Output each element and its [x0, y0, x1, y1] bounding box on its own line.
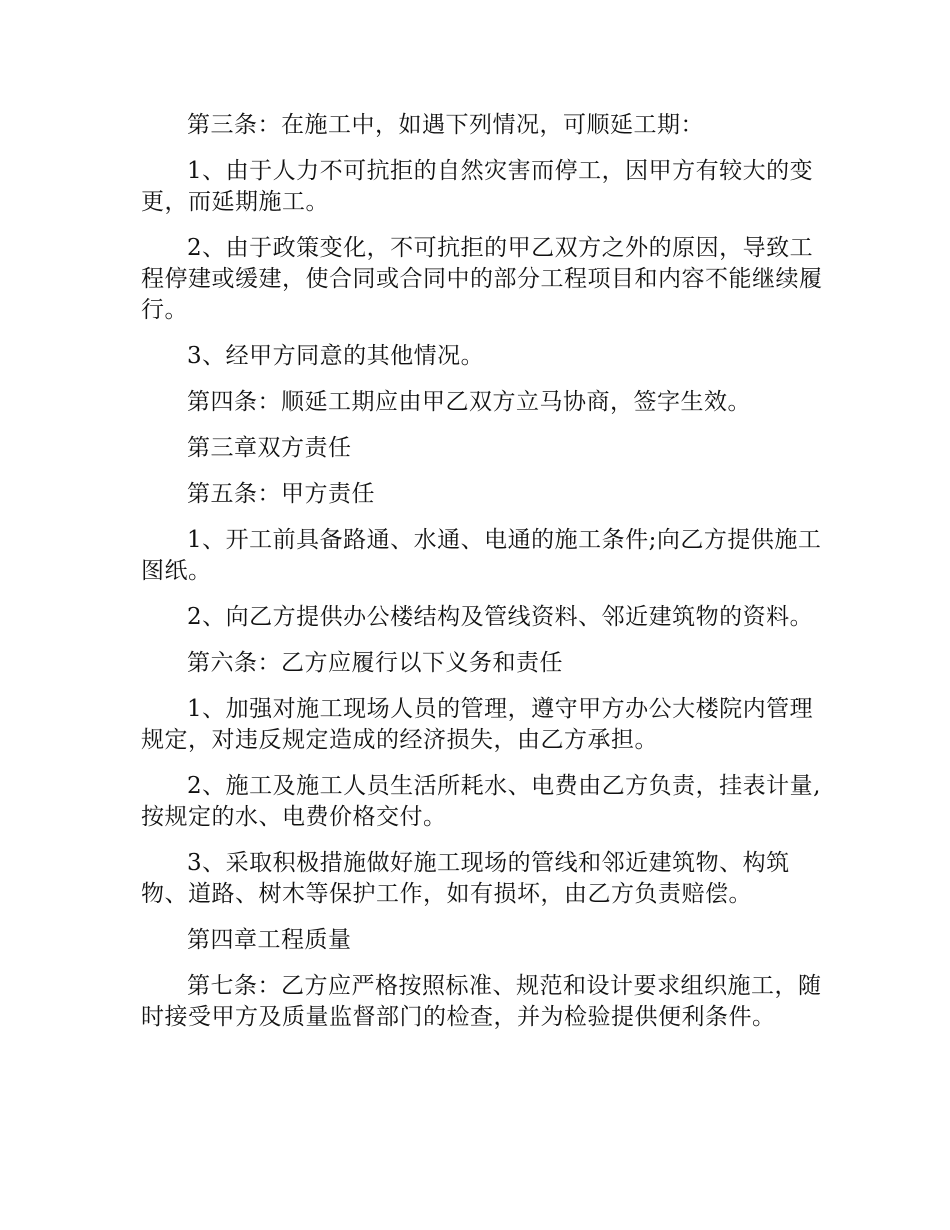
clause-4: 第四条：顺延工期应由甲乙双方立马协商，签字生效。	[187, 389, 751, 415]
clause-6-item-2: 2、施工及施工人员生活所耗水、电费由乙方负责，挂表计量,按规定的水、电费价格交付。	[141, 773, 821, 830]
clause-6-item-3: 3、采取积极措施做好施工现场的管线和邻近建筑物、构筑物、道路、树木等保护工作，如有损坏，由乙方负责赔偿。	[141, 850, 790, 907]
document-body	[141, 110, 831, 1048]
clause-3-item-1: 1、由于人力不可抗拒的自然灾害而停工，因甲方有较大的变更，而延期施工。	[141, 158, 814, 215]
clause-3-item-3: 3、经甲方同意的其他情况。	[187, 343, 485, 369]
clause-3-item-2: 2、由于政策变化，不可抗拒的甲乙双方之外的原因，导致工程停建或缓建，使合同或合同中的部分工程项目和内容不能继续履行。	[141, 235, 823, 323]
clause-3: 第三条：在施工中，如遇下列情况，可顺延工期：	[187, 112, 704, 138]
clause-5-item-2: 2、向乙方提供办公楼结构及管线资料、邻近建筑物的资料。	[187, 604, 814, 630]
clause-6-item-1: 1、加强对施工现场人员的管理，遵守甲方办公大楼院内管理规定，对违反规定造成的经济损失，由乙方承担。	[141, 696, 814, 753]
chapter-4-heading: 第四章工程质量	[187, 927, 352, 953]
clause-7: 第七条：乙方应严格按照标准、规范和设计要求组织施工，随时接受甲方及质量监督部门的检查，并为检验提供便利条件。	[141, 973, 822, 1030]
chapter-3-heading: 第三章双方责任	[187, 435, 352, 461]
clause-5: 第五条：甲方责任	[187, 481, 375, 507]
clause-6: 第六条：乙方应履行以下义务和责任	[187, 650, 563, 676]
clause-5-item-1: 1、开工前具备路通、水通、电通的施工条件;向乙方提供施工图纸。	[141, 527, 822, 584]
